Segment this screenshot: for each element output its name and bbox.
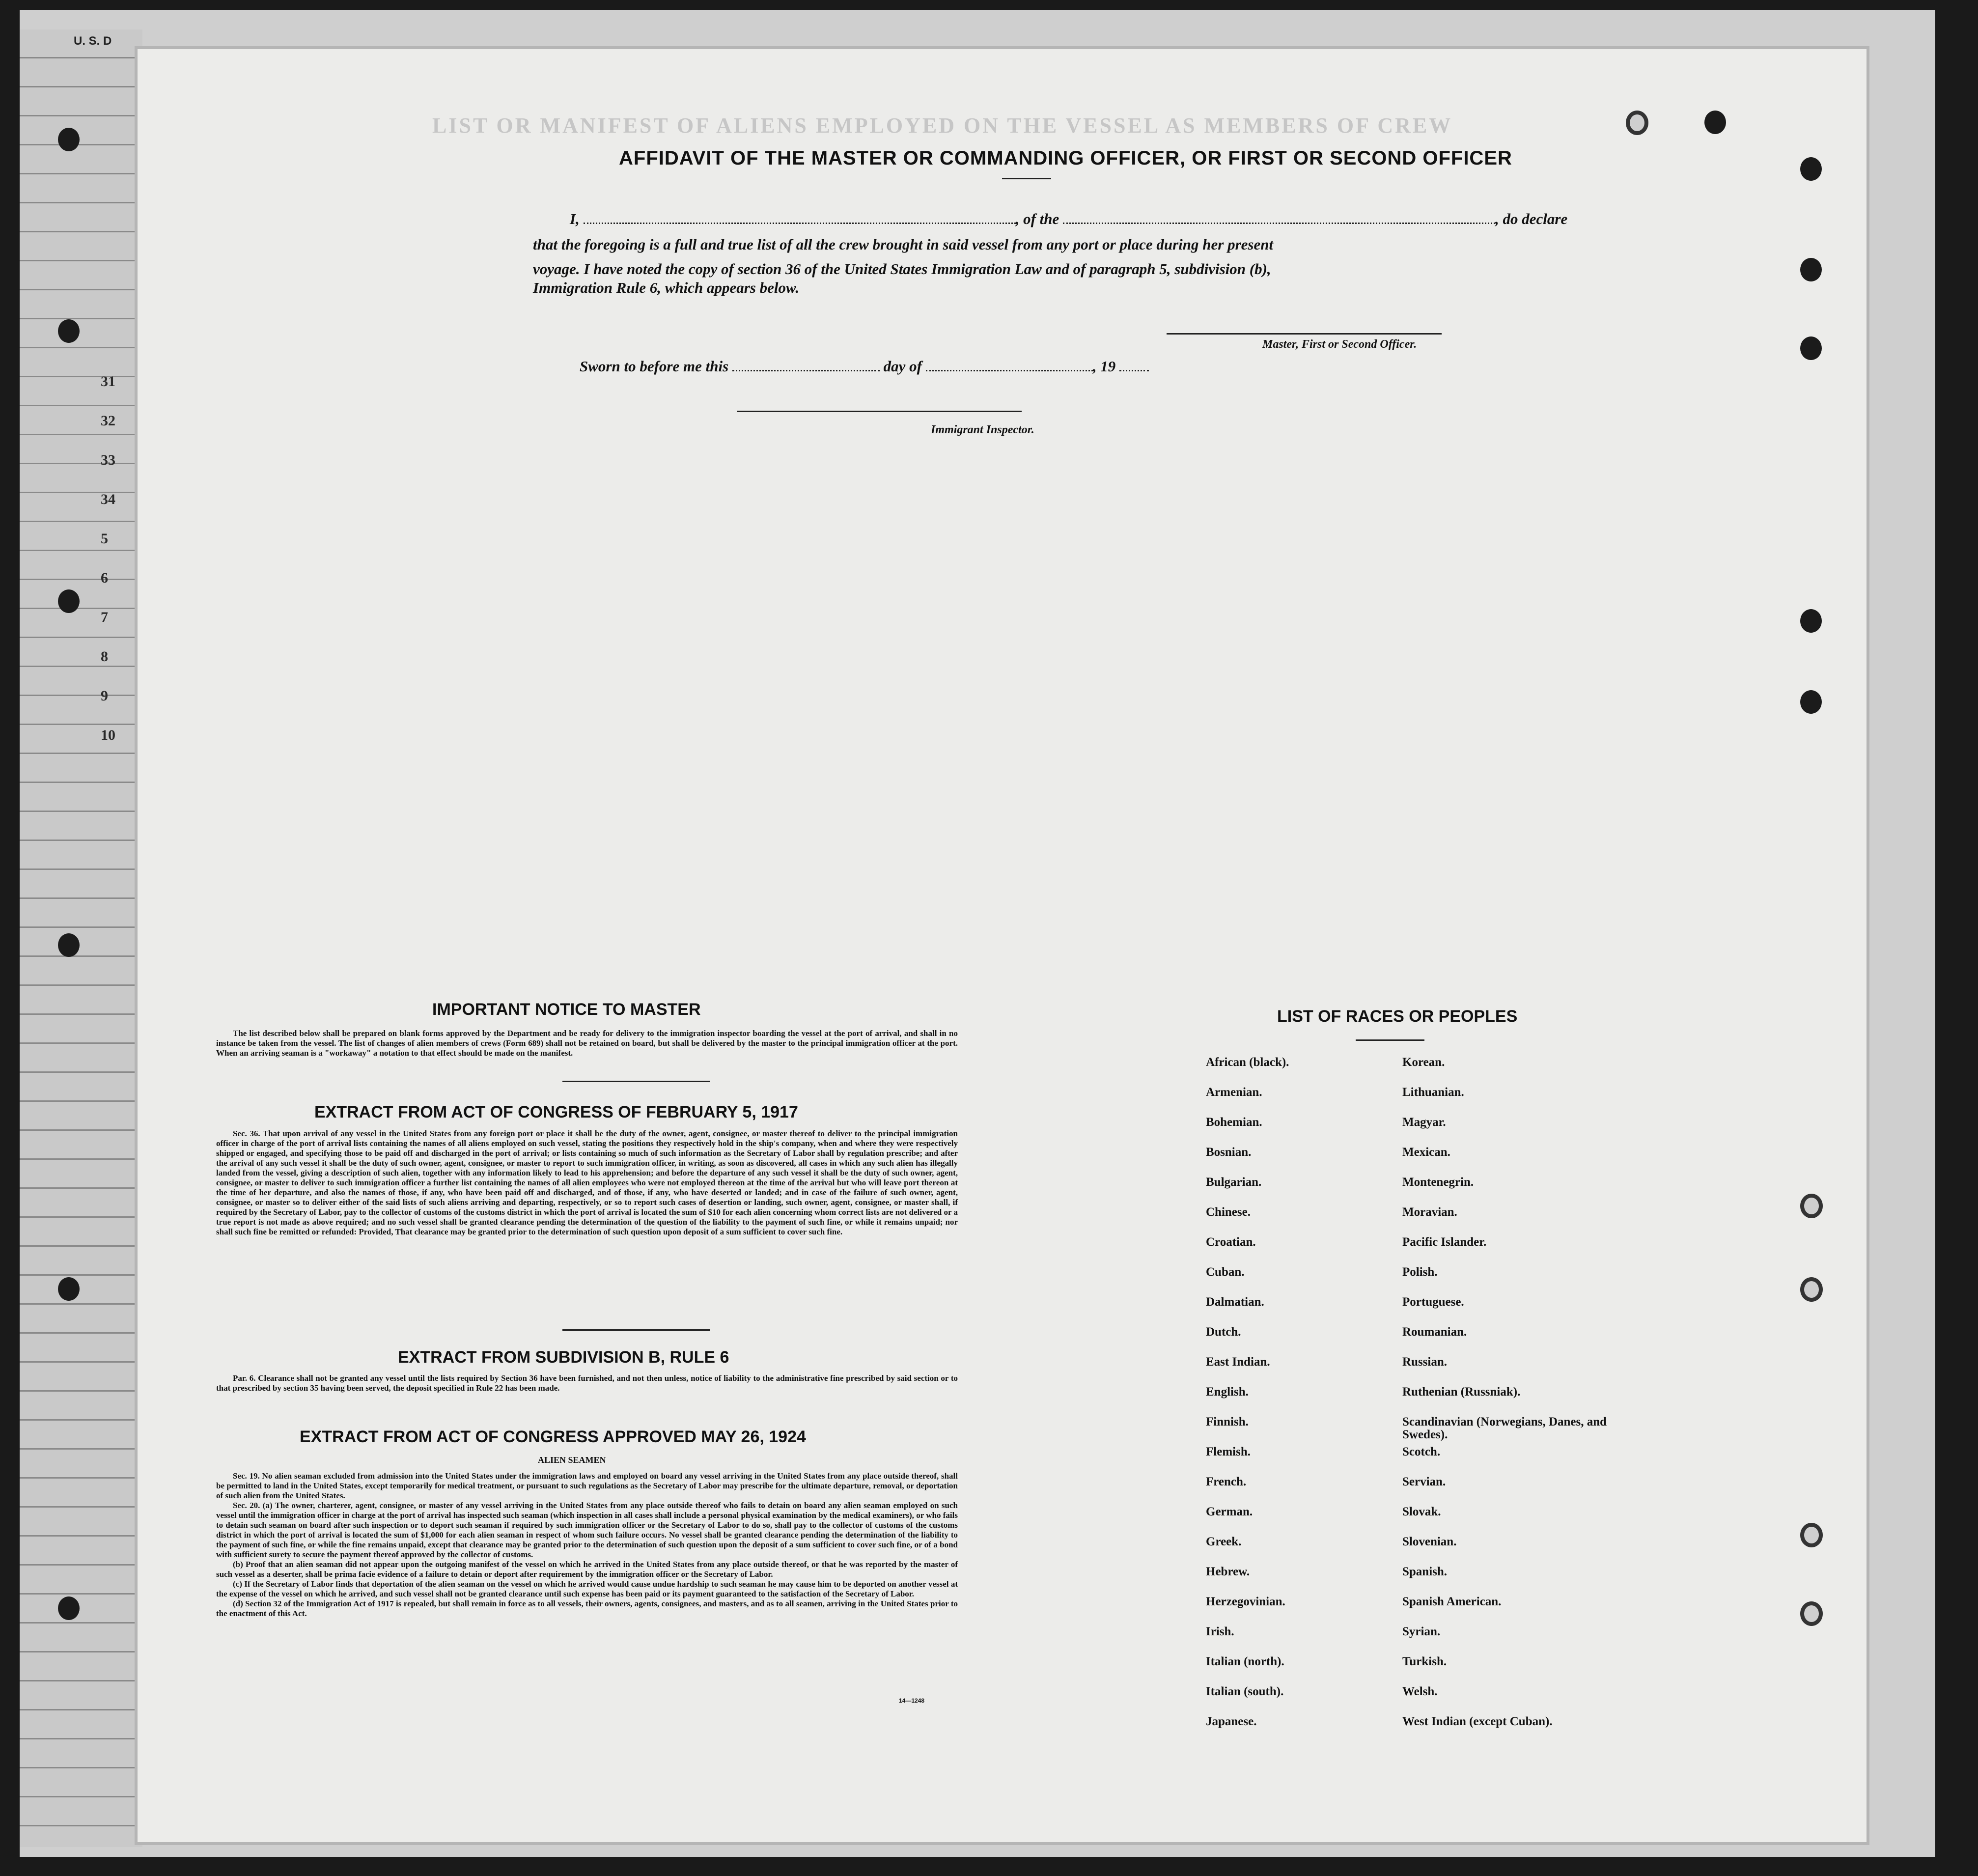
race-item: Roumanian. bbox=[1402, 1325, 1467, 1339]
affidavit-line-2: that the foregoing is a full and true list of all the crew brought in said vessel from any port or place during her present bbox=[533, 236, 1274, 253]
sworn-line bbox=[580, 358, 1149, 375]
margin-number: 33 bbox=[101, 452, 115, 468]
race-item: Irish. bbox=[1206, 1625, 1234, 1638]
race-item: Dutch. bbox=[1206, 1325, 1241, 1339]
margin-number: 8 bbox=[101, 648, 108, 665]
race-item: Finnish. bbox=[1206, 1415, 1249, 1428]
extract-rule6-text bbox=[216, 1373, 958, 1393]
margin-number: 34 bbox=[101, 491, 115, 507]
race-item: Pacific Islander. bbox=[1402, 1235, 1487, 1249]
race-item: East Indian. bbox=[1206, 1355, 1270, 1369]
notice-paragraph: The list described below shall be prepared on blank forms approved by the Department and be ready for delivery to the immigration inspector boarding the vessel at the port of arrival, and shall in no instance be taken from the vessel. The list of changes of alien members of crews (Form 689) shall not be retained on board, but shall be delivered by the master to the principal immigration officer at the port. When an arriving seaman is a "workaway" a notation to that effect should be made on the manifest. bbox=[216, 1029, 958, 1058]
title-rule bbox=[1002, 178, 1051, 179]
sworn-day-of: day of bbox=[883, 358, 922, 375]
races-title: LIST OF RACES OR PEOPLES bbox=[1277, 1007, 1518, 1026]
section-rule bbox=[562, 1081, 710, 1082]
inspector-signature-line[interactable] bbox=[737, 411, 1022, 412]
punch-hole bbox=[1704, 111, 1726, 134]
vessel-blank[interactable] bbox=[1063, 220, 1495, 224]
extract-1924-paragraph: Sec. 20. (a) The owner, charterer, agent, consignee, or master of any vessel arriving in the United States from any place outside thereof who fails to detain on board any alien seaman employed on such vessel until the immigration officer in charge at the port of arrival has inspected such seaman (which inspection in all cases shall include a personal physical examination by the medical examiners), or who fails to detain such seaman on board after such inspection or to deport such seaman if required by such immigration officer or the Secretary of Labor to do so, shall pay to the collector of customs of the customs district in which the port of arrival is located the sum of $1,000 for each alien seaman in respect of whom such failure occurs. No vessel shall be granted clearance pending the determination of the liability to the payment of such fine, or while the fine remains unpaid, except that clearance may be granted prior to the determination of such question upon the deposit of a sum sufficient to cover such fine, or of a bond with sufficient surety to secure the payment thereof approved by the collector of customs. bbox=[216, 1501, 958, 1559]
race-item: Ruthenian (Russniak). bbox=[1402, 1385, 1521, 1399]
notice-text bbox=[216, 1029, 958, 1058]
affidavit-i: I, bbox=[570, 210, 580, 227]
races-left-column bbox=[1206, 1056, 1289, 1745]
race-item: Korean. bbox=[1402, 1056, 1445, 1069]
races-right-column bbox=[1402, 1056, 1618, 1745]
section-rule bbox=[562, 1329, 710, 1331]
notice-title: IMPORTANT NOTICE TO MASTER bbox=[432, 1000, 701, 1019]
race-item: Italian (south). bbox=[1206, 1685, 1284, 1698]
extract-1924-paragraph: (b) Proof that an alien seaman did not appear upon the outgoing manifest of the vessel on which he arrived in the United States from any place outside thereof, or that he was reported by the master of such vessel as a deserter, shall be prima facie evidence of a failure to detain or deport after requirement by the immigration officer or the Secretary of Labor. bbox=[216, 1560, 958, 1579]
alien-seamen-subtitle: ALIEN SEAMEN bbox=[538, 1455, 606, 1465]
race-item: West Indian (except Cuban). bbox=[1402, 1715, 1553, 1728]
races-title-rule bbox=[1356, 1039, 1424, 1041]
punch-hole bbox=[1800, 1601, 1823, 1626]
punch-hole bbox=[1626, 111, 1648, 135]
race-item: Croatian. bbox=[1206, 1235, 1256, 1249]
extract-1924-paragraph: (c) If the Secretary of Labor finds that deportation of the alien seaman on the vessel on which he arrived would cause undue hardship to such seaman he may cause him to be deported on another vessel at the expense of the vessel on which he arrived, and such vessel shall not be granted clearance until such expense has been paid or its payment guaranteed to the satisfaction of the Secretary of Labor. bbox=[216, 1579, 958, 1598]
extract-rule6-paragraph: Par. 6. Clearance shall not be granted any vessel until the lists required by Section 36 have been furnished, and not then unless, notice of liability to the administrative fine prescribed by said section or to that prescribed by section 35 having been served, the deposit specified in Rule 22 has been made. bbox=[216, 1373, 958, 1393]
race-item: Moravian. bbox=[1402, 1205, 1457, 1219]
race-item: Japanese. bbox=[1206, 1715, 1257, 1728]
punch-hole bbox=[1800, 336, 1822, 360]
margin-number: 32 bbox=[101, 413, 115, 429]
margin-number: 9 bbox=[101, 688, 108, 704]
extract-1917-paragraph: Sec. 36. That upon arrival of any vessel in the United States from any foreign port or place it shall be the duty of the owner, agent, consignee, or master thereof to deliver to the principal immigration officer in charge of the port of arrival lists containing the names of all aliens employed on such vessel, stating the positions they respectively hold in the ship's company, when and where they were respectively shipped or engaged, and specifying those to be paid off and discharged in the port of arrival; or lists containing so much of such information as the Secretary of Labor shall by regulation prescribe; and after the arrival of any such vessel it shall be the duty of such owner, agent, consignee, or master to report to such immigration officer, in writing, as soon as discovered, all cases in which any such alien has illegally landed from the vessel, giving a description of such alien, together with any information likely to lead to his apprehension; and before the departure of any such vessel it shall be the duty of such owner, agent, consignee, or master to deliver to such immigration officer a further list containing the names of all alien employees who were not employed thereon at the time of the arrival but who will leave port thereon at the time of her departure, and also the names of those, if any, who have been paid off and discharged, and of those, if any, who have deserted or landed; and in case of the failure of such owner, agent, consignee, or master so to deliver either of the said lists of such aliens arriving and departing, respectively, or so to report such cases of desertion or landing, such owner, agent, consignee, or master shall, if required by the Secretary of Labor, pay to the collector of customs of the customs district in which the port of arrival is located the sum of $10 for each alien concerning whom correct lists are not delivered or a true report is not made as above required; and no such vessel shall be granted clearance pending the determination of the question of the liability to the payment of such fine, or while it remains unpaid; nor shall such fine be remitted or refunded: Provided, That clearance may be granted prior to the determination of such question upon deposit of a sum sufficient to cover such fine. bbox=[216, 1129, 958, 1236]
punch-hole bbox=[1800, 157, 1822, 181]
ruled-back-page bbox=[20, 29, 142, 1847]
affidavit-do-declare: , do declare bbox=[1495, 210, 1568, 227]
name-blank[interactable] bbox=[584, 220, 1016, 224]
race-item: Portuguese. bbox=[1402, 1295, 1464, 1309]
punch-hole bbox=[58, 128, 80, 151]
sworn-day-blank[interactable] bbox=[732, 367, 880, 371]
race-item: Mexican. bbox=[1402, 1146, 1450, 1159]
punch-hole bbox=[1800, 1523, 1823, 1547]
race-item: Spanish. bbox=[1402, 1565, 1448, 1578]
sworn-text: Sworn to before me this bbox=[580, 358, 729, 375]
race-item: Montenegrin. bbox=[1402, 1176, 1474, 1189]
margin-number: 5 bbox=[101, 531, 108, 547]
margin-number: 6 bbox=[101, 570, 108, 586]
race-item: Herzegovinian. bbox=[1206, 1595, 1285, 1608]
punch-hole bbox=[1800, 690, 1822, 714]
faint-reverse-header: LIST OR MANIFEST OF ALIENS EMPLOYED ON THE VESSEL AS MEMBERS OF CREW bbox=[432, 113, 1453, 138]
extract-1924-paragraph: Sec. 19. No alien seaman excluded from admission into the United States under the immigration laws and employed on board any vessel arriving in the United States from any place outside thereof, shall be permitted to land in the United States, except temporarily for medical treatment, or pursuant to such regulations as the Secretary of Labor may prescribe for the ultimate departure, removal, or deportation of such alien from the United States. bbox=[216, 1471, 958, 1500]
affidavit-line-1 bbox=[570, 210, 1567, 228]
race-item: Dalmatian. bbox=[1206, 1295, 1264, 1309]
race-item: Russian. bbox=[1402, 1355, 1448, 1369]
race-item: Servian. bbox=[1402, 1475, 1446, 1488]
race-item: Syrian. bbox=[1402, 1625, 1441, 1638]
race-item: Scotch. bbox=[1402, 1445, 1441, 1458]
race-item: Scandinavian (Norwegians, Danes, and Swedes). bbox=[1402, 1415, 1607, 1441]
extract-1917-text bbox=[216, 1129, 958, 1237]
race-item: Spanish American. bbox=[1402, 1595, 1502, 1608]
race-item: Bulgarian. bbox=[1206, 1176, 1262, 1189]
race-item: Welsh. bbox=[1402, 1685, 1438, 1698]
affidavit-line-3: voyage. I have noted the copy of section 36 of the United States Immigration Law and of paragraph 5, subdivision (b), bbox=[533, 260, 1271, 278]
race-item: Italian (north). bbox=[1206, 1655, 1284, 1668]
edge-label: U. S. D bbox=[74, 34, 112, 48]
punch-hole bbox=[58, 589, 80, 613]
race-item: Chinese. bbox=[1206, 1205, 1251, 1219]
race-item: Bohemian. bbox=[1206, 1116, 1262, 1129]
race-item: English. bbox=[1206, 1385, 1249, 1399]
race-item: Armenian. bbox=[1206, 1086, 1262, 1099]
race-item: African (black). bbox=[1206, 1056, 1289, 1069]
affidavit-line-4: Immigration Rule 6, which appears below. bbox=[533, 279, 800, 296]
race-item: Turkish. bbox=[1402, 1655, 1447, 1668]
punch-hole bbox=[1800, 258, 1822, 281]
margin-number: 7 bbox=[101, 609, 108, 625]
race-item: Polish. bbox=[1402, 1265, 1438, 1279]
extract-1917-title: EXTRACT FROM ACT OF CONGRESS OF FEBRUARY 5, 1917 bbox=[314, 1103, 798, 1121]
master-caption: Master, First or Second Officer. bbox=[1262, 338, 1417, 351]
punch-hole bbox=[58, 1277, 80, 1301]
extract-rule6-title: EXTRACT FROM SUBDIVISION B, RULE 6 bbox=[398, 1348, 729, 1367]
form-number: 14—1248 bbox=[899, 1697, 925, 1704]
extract-1924-text bbox=[216, 1471, 958, 1619]
punch-hole bbox=[58, 1596, 80, 1620]
affidavit-of-the: , of the bbox=[1015, 210, 1059, 227]
master-signature-line[interactable] bbox=[1167, 333, 1442, 335]
margin-number: 31 bbox=[101, 373, 115, 390]
race-item: Greek. bbox=[1206, 1535, 1242, 1548]
race-item: French. bbox=[1206, 1475, 1247, 1488]
race-item: Magyar. bbox=[1402, 1116, 1446, 1129]
race-item: Slovak. bbox=[1402, 1505, 1441, 1518]
punch-hole bbox=[1800, 609, 1822, 633]
punch-hole bbox=[58, 319, 80, 343]
punch-hole bbox=[1800, 1194, 1823, 1218]
race-item: Flemish. bbox=[1206, 1445, 1251, 1458]
race-item: Hebrew. bbox=[1206, 1565, 1250, 1578]
race-item: Lithuanian. bbox=[1402, 1086, 1464, 1099]
sworn-year: , 19 bbox=[1092, 358, 1116, 375]
sworn-year-blank[interactable] bbox=[1119, 367, 1149, 371]
affidavit-title: AFFIDAVIT OF THE MASTER OR COMMANDING OFFICER, OR FIRST OR SECOND OFFICER bbox=[619, 147, 1512, 169]
sworn-month-blank[interactable] bbox=[926, 367, 1093, 371]
race-item: Bosnian. bbox=[1206, 1146, 1252, 1159]
extract-1924-paragraph: (d) Section 32 of the Immigration Act of 1917 is repealed, but shall remain in force as to all vessels, their owners, agents, consignees, and masters, and as to all seamen, arriving in the United States prior to the enactment of this Act. bbox=[216, 1599, 958, 1618]
margin-line-numbers bbox=[101, 373, 135, 766]
race-item: Slovenian. bbox=[1402, 1535, 1457, 1548]
extract-1924-title: EXTRACT FROM ACT OF CONGRESS APPROVED MAY 26, 1924 bbox=[300, 1428, 806, 1446]
race-item: Cuban. bbox=[1206, 1265, 1245, 1279]
inspector-caption: Immigrant Inspector. bbox=[931, 423, 1034, 436]
margin-number: 10 bbox=[101, 727, 115, 743]
punch-hole bbox=[1800, 1277, 1823, 1302]
race-item: German. bbox=[1206, 1505, 1253, 1518]
punch-hole bbox=[58, 933, 80, 957]
